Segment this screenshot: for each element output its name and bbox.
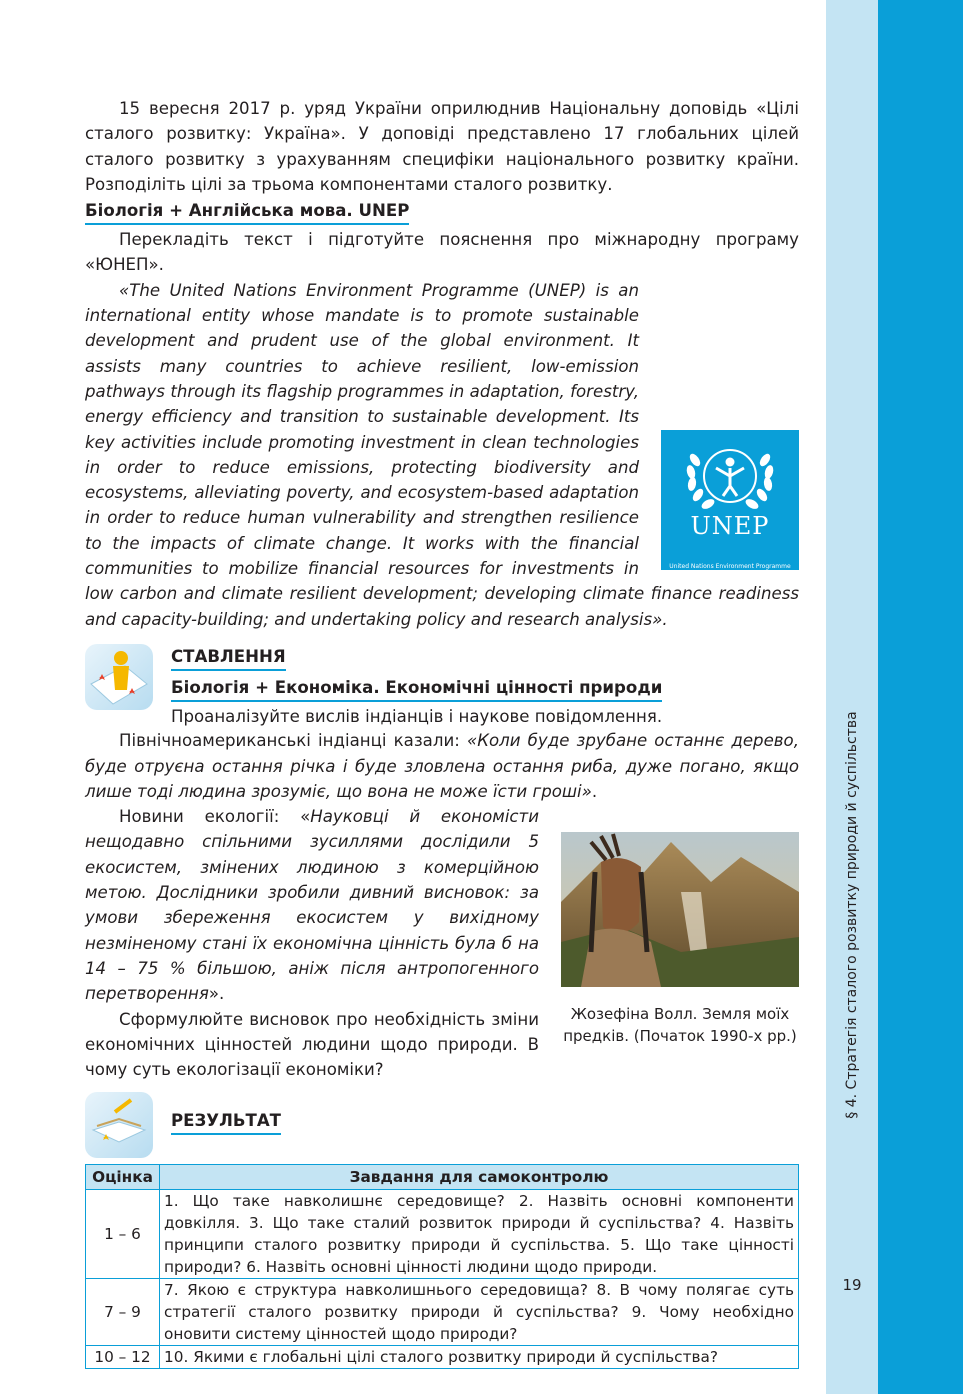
table-row (86, 1190, 799, 1279)
side-band-light (826, 0, 878, 1394)
stavlennia-title: СТАВЛЕННЯ (171, 646, 286, 671)
table-cell-score: 1 – 6 (86, 1190, 160, 1279)
unep-quote: «The United Nations Environment Programme (UNEP) is an international entity whose mandate is to promote sustainable development and prudent use of the global environment. It assists many countries to achieve resilient, low-emission pathways through its flagship programmes in adaptation, forestry, energy efficiency and transition to sustainable development. Its key activities include promoting investment in clean technologies in order to reduce emissions, protecting biodiversity and ecosystems, alleviating poverty, and ecosystem-based adaptation in order to reduce human vulnerability and strengthen resilience to the impacts of climate change. It works with the financial communities to mobilize financial resources for investments in low carbon and climate resilient development; developing climate finance readiness and capacity-building; and undertaking policy and research analysis». (85, 280, 799, 629)
painting-figure (561, 832, 799, 1047)
indians-paragraph: Північноамериканські індіанці казали: «Коли буде зрубане останнє дерево, буде отруєна остання річка і буде зловлена остання риба, дуже погано, якщо лише тоді людина зрозуміє, що вона не може їсти гроші». (85, 731, 799, 801)
result-book-icon (85, 1092, 153, 1158)
table-cell-task: 1. Що таке навколишнє середовище? 2. Назвіть основні компоненти довкілля. 3. Що таке сталий розвиток природи й суспільства? 4. Назвіть принципи сталого розвитку природи й суспільства. 5. Що таке цінності природи? 6. Назвіть основні цінності людини щодо природи. (160, 1190, 799, 1279)
indians-quote: «Коли буде зрубане останнє дерево, буде отруєна остання річка і буде зловлена остання риба, дуже погано, якщо лише тоді людина зрозуміє, що вона не може їсти гроші» (85, 731, 799, 801)
result-section-header (85, 1092, 799, 1156)
stavlennia-icon (85, 644, 153, 710)
stavlennia-subheading: Біологія + Економіка. Економічні цінності природи (171, 677, 662, 702)
table-header-row (86, 1165, 799, 1190)
painting-image (561, 832, 799, 987)
table-row (86, 1279, 799, 1346)
table-cell-task: 10. Якими є глобальні цілі сталого розвитку природи й суспільства? (160, 1346, 799, 1369)
news-quote: Науковці й економісти нещодавно спільними зусиллями дослідили 5 екосистем, змінених людиною з комерційною метою. Дослідники зробили дивний висновок: за умови збереження екосистем у вихідному незміненому стані їх економічна цінність була б на 14 – 75 % більшою, аніж після антропогенного перетворення (85, 807, 540, 1004)
unep-emblem-icon (661, 430, 799, 570)
conclusion-task: Сформулюйте висновок про необхідність зміни економічних цінностей людини щодо природи. В чому суть екологізації економіки? (85, 1009, 539, 1080)
page-number: 19 (842, 1276, 862, 1294)
table-cell-score: 7 – 9 (86, 1279, 160, 1346)
result-title: РЕЗУЛЬТАТ (171, 1110, 281, 1135)
table-cell-task: 7. Якою є структура навколишнього середовища? 8. В чому полягає суть стратегії сталого розвитку природи й суспільства? 9. Чому необхідно оновити систему цінностей щодо природи? (160, 1279, 799, 1346)
news-paragraph: Новини екології: «Науковці й економісти нещодавно спільними зусиллями дослідили 5 екосистем, змінених людиною з комерційною метою. Дослідники зробили дивний висновок: за умови збереження екосистем у вихідному незміненому стані їх економічна цінність була б на 14 – 75 % більшою, аніж після антропогенного перетворення». (85, 807, 540, 1004)
unep-task: Перекладіть текст і підготуйте пояснення про міжнародну програму «ЮНЕП». (85, 230, 799, 275)
side-band-blue (878, 0, 963, 1394)
page-content (85, 96, 799, 1369)
painting-caption: Жозефіна Волл. Земля моїх предків. (Початок 1990-х рр.) (563, 1005, 797, 1046)
unep-logo (661, 430, 799, 570)
intro-paragraph: 15 вересня 2017 р. уряд України оприлюднив Національну доповідь «Цілі сталого розвитку: Україна». У доповіді представлено 17 глобальних цілей сталого розвитку з урахуванням специфіки національного розвитку країни. Розподіліть цілі за трьома компонентами сталого розвитку. (85, 99, 799, 194)
stavlennia-section-header (85, 644, 799, 729)
unep-logo-word: UNEP (690, 511, 770, 540)
unep-logo-subtitle: United Nations Environment Programme (669, 562, 791, 570)
table-cell-score: 10 – 12 (86, 1346, 160, 1369)
unep-heading: Біологія + Англійська мова. UNEP (85, 200, 409, 225)
table-header-task: Завдання для самоконтролю (160, 1165, 799, 1190)
results-table (85, 1164, 799, 1369)
table-header-score: Оцінка (86, 1165, 160, 1190)
stavlennia-task: Проаналізуйте вислів індіанців і наукове повідомлення. (171, 706, 663, 726)
table-row (86, 1346, 799, 1369)
